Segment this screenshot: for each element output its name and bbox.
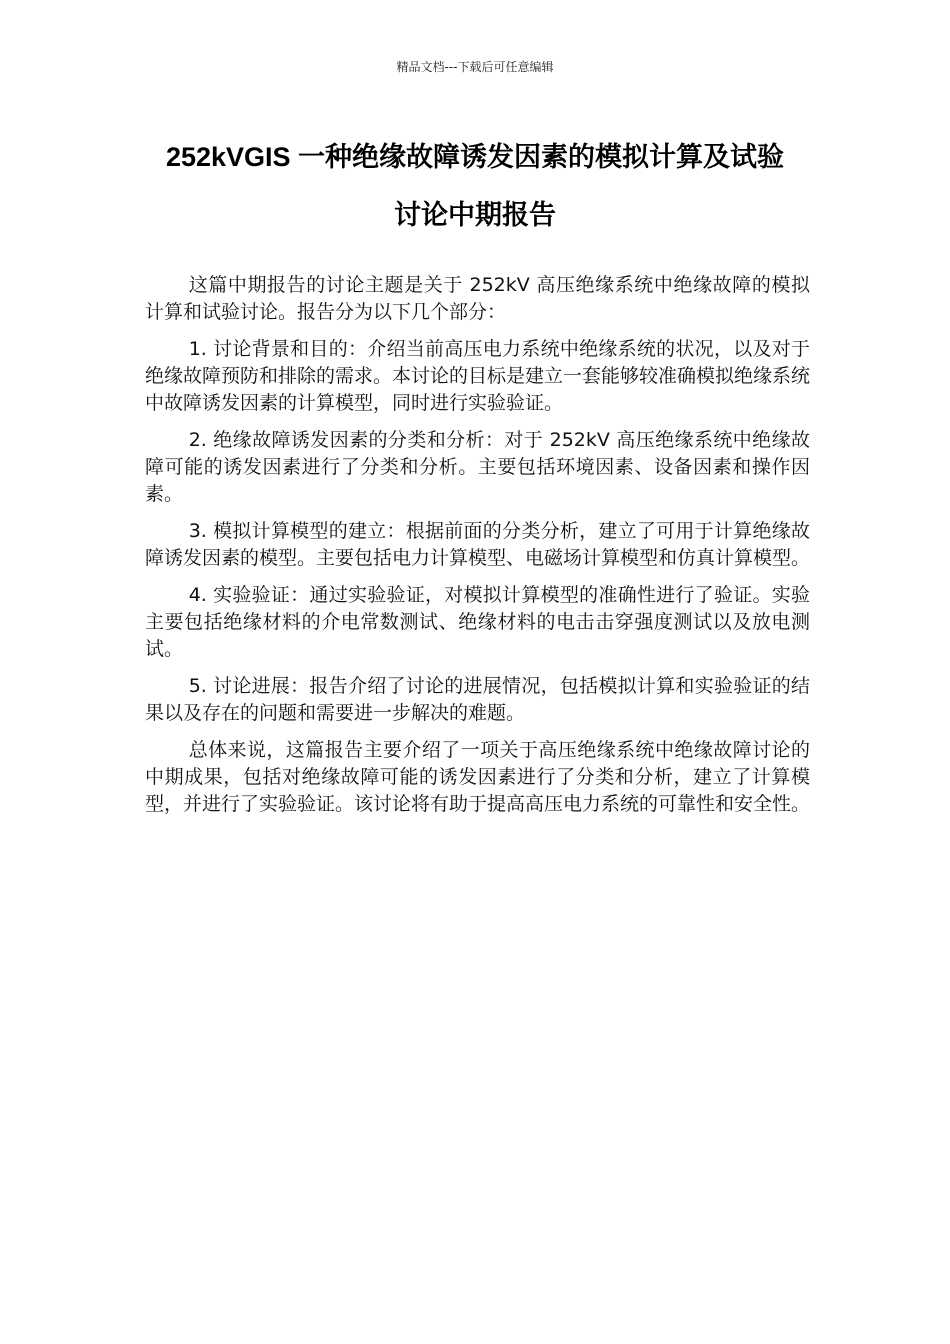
paragraph-intro: 这篇中期报告的讨论主题是关于 252kV 高压绝缘系统中绝缘故障的模拟计算和试验讨论。报告分为以下几个部分： — [145, 274, 810, 323]
document-title — [140, 128, 810, 244]
document-body — [145, 272, 810, 828]
paragraph-background: 1. 讨论背景和目的：介绍当前高压电力系统中绝缘系统的状况，以及对于绝缘故障预防和排除的需求。本讨论的目标是建立一套能够较准确模拟绝缘系统中故障诱发因素的计算模型，同时进行实验验证。 — [145, 338, 811, 414]
paragraph-experiment: 4. 实验验证：通过实验验证，对模拟计算模型的准确性进行了验证。实验主要包括绝缘材料的介电常数测试、绝缘材料的电击击穿强度测试以及放电测试。 — [145, 584, 810, 660]
paragraph-classification: 2. 绝缘故障诱发因素的分类和分析：对于 252kV 高压绝缘系统中绝缘故障可能的诱发因素进行了分类和分析。主要包括环境因素、设备因素和操作因素。 — [145, 429, 810, 505]
document-title-line-2: 讨论中期报告 — [394, 200, 556, 230]
paragraph-summary: 总体来说，这篇报告主要介绍了一项关于高压绝缘系统中绝缘故障讨论的中期成果，包括对绝缘故障可能的诱发因素进行了分类和分析，建立了计算模型，并进行了实验验证。该讨论将有助于提高高压电力系统的可靠性和安全性。 — [145, 739, 811, 815]
header-note: 精品文档---下载后可任意编辑 — [396, 60, 554, 74]
paragraph-model: 3. 模拟计算模型的建立：根据前面的分类分析，建立了可用于计算绝缘故障诱发因素的模型。主要包括电力计算模型、电磁场计算模型和仿真计算模型。 — [145, 520, 811, 569]
document-title-line-1: 252kVGIS 一种绝缘故障诱发因素的模拟计算及试验 — [165, 142, 785, 172]
paragraph-progress: 5. 讨论进展：报告介绍了讨论的进展情况，包括模拟计算和实验验证的结果以及存在的问题和需要进一步解决的难题。 — [145, 675, 810, 724]
